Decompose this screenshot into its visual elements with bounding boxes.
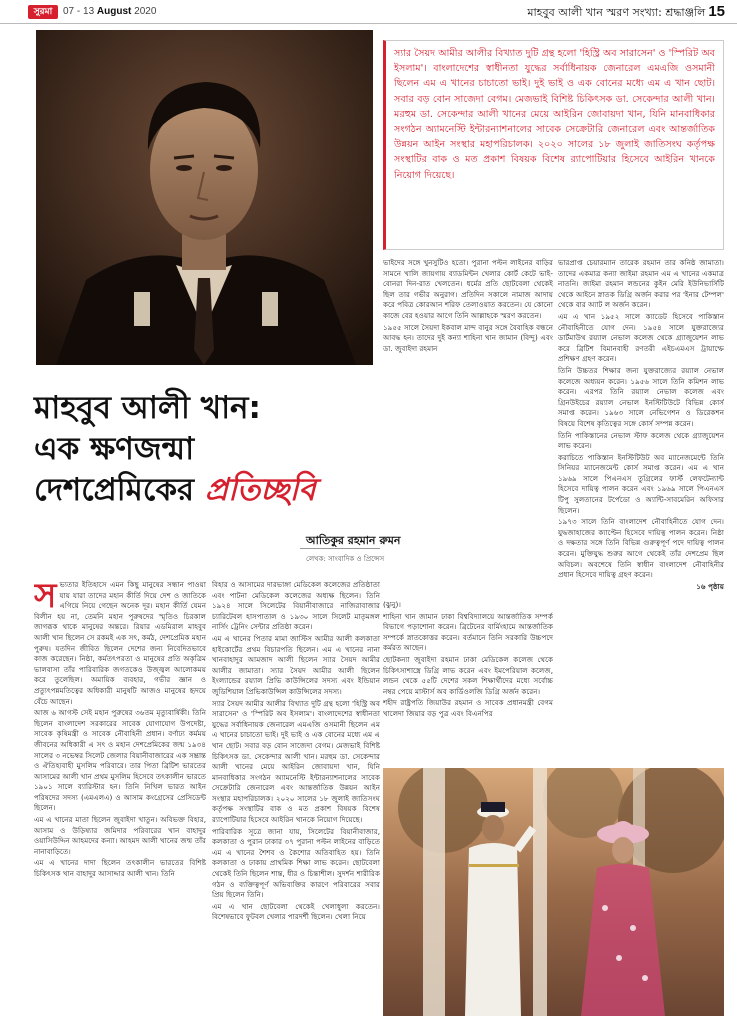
article-column-3-top [383,258,553,588]
paragraph: করাচিতে পাকিস্তান ইনস্টিটিউট অব ম্যানেজমেন্টে তিনি সিনিয়র ম্যানেজমেন্ট কোর্স সমাপ্ত করেন। এম এ খান ১৯৬৯ সালে পিএনএস তুগ্রিলের ফার্স্ট লেফটেন্যান্ট হিসেবে দায়িত্ব পালন করেন এবং ১৯৬৯ সালে পিএনএস টিপু সুলতানের টর্পেডো ও অ্যান্টি-সাবমেরিন অফিসার ছিলেন। [558,452,724,515]
article-column-1 [34,580,206,1016]
headline-accent: প্রতিচ্ছবি [204,472,316,508]
paragraph: এম এ খানের মাতা ছিলেন জুবাইদা খাতুন। অবিভক্ত বিহার, আসাম ও উড়িষ্যার জমিদার পরিবারের খান বাহাদুর ওয়াসিউদ্দিন আহমদের কন্যা। আহমদ আলী খানের জন্ম তাঁর নানাবাড়িতে। [34,815,206,856]
paragraph: ১৯৭৩ সালে তিনি বাংলাদেশ নৌবাহিনীতে যোগ দেন। যুদ্ধজাহাজের ক্যাপ্টেন হিসেবে দায়িত্ব পালন করেন। নিষ্ঠা ও দক্ষতার সঙ্গে তিনি বিভিন্ন গুরুত্বপূর্ণ পদে দায়িত্ব পালন করেন। মুক্তিযুদ্ধ শুরুর আগে থেকেই তাঁর দেশপ্রেম ছিল অবিচল। অবশেষে তিনি স্বাধীন বাংলাদেশ নৌবাহিনীর প্রধান হিসেবে দায়িত্ব গ্রহণ করেন। [558,517,724,580]
paragraph: ভাইদের সঙ্গে খুনসুটিও হতো। পুরানা পল্টন লাইনের বাড়ির সামনে খালি জায়গায় ব্যাডমিন্টন খেলার কোর্ট কেটে ভাই-বোনরা দিন-রাত খেলতেন। ধর্মের প্রতি ছোটবেলা থেকেই ছিল তার গভীর অনুরাগ। প্রতিদিন সকালে নামাজ আদায় করে পবিত্র কোরআন শরিফ তেলাওয়াত করতেন। যে কোনো কাজে বের হওয়ার আগে তিনি আল্লাহকে স্মরণ করতেন। [383,258,553,320]
paragraph: স্যার সৈয়দ আমীর আলীর বিখ্যাত দুটি গ্রন্থ হলো 'হিস্ট্রি অব সারাসেন' ও 'স্পিরিট অব ইসলাম'। বাংলাদেশের স্বাধীনতা যুদ্ধের সর্বাধিনায়ক জেনারেল এমএজি ওসমানী ছিলেন এম এ খানের চাচাতো ভাই। দুই ভাই ও এক বোনের মধ্যে এম এ খান ছোট। সবার বড় বোন সাজেদা বেগম। মেজভাই বিশিষ্ট চিকিৎসক ডা. সেকেন্দার আলী খান। মরহুম ডা. সেকেন্দার আলী খানের মেয়ে আইরিন জোবায়দা খান, যিনি মানবাধিকার সংগঠন অ্যামনেস্টি ইন্টারন্যাশনালের সাবেক সেক্রেটারি জেনারেল এবং আন্তর্জাতিক উন্নয়ন আইন সংস্থার মহাপরিচালক। ২০২০ সালের ১৮ জুলাই জাতিসংঘ কর্তৃপক্ষ সংস্থাটির বাক ও মত প্রকাশ বিষয়ক বিশেষ র‍্যাপোটিয়ার হিসেবে আইরিন খানকে নিয়োগ দিয়েছে। [212,698,380,825]
paragraph: তিনি উচ্চতর শিক্ষার জন্য যুক্তরাজ্যের রয়্যাল নেভাল কলেজে অধ্যয়ন করেন। ১৯৫৬ সালে তিনি কমিশন লাভ করেন। এরপর তিনি রয়্যাল নেভাল কলেজ এবং গ্রিনউইচের রয়্যাল নেভাল ইনস্টিটিউটে বিভিন্ন কোর্স সমাপ্ত করেন। ১৯৬৩ সালে নেভিগেশন ও ডিরেকশন বিষয়ে বিশেষ কৃতিত্বের সঙ্গে কোর্স সম্পন্ন করেন। [558,365,724,428]
page-number: 15 [708,3,725,20]
paragraph: এম এ খান ছোটবেলা থেকেই খেলাধুলা করতেন। বিশেষভাবে ফুটবল খেলার পারদর্শী ছিলেন। খেলা নিয়ে [212,901,380,922]
article-column-2 [212,580,380,1016]
paragraph: তিনি পাকিস্তানের নেভাল স্টাফ কলেজ থেকে গ্র্যাজুয়েশন লাভ করেন। [558,430,724,451]
headline-line-3: দেশপ্রেমিকের প্রতিচ্ছবি [34,472,316,508]
headline [34,388,364,511]
paragraph: বিহার ও আসামের দারভাঙ্গা মেডিকেল কলেজের প্রতিষ্ঠাতা এবং পাটনা মেডিকেল কলেজের অধ্যক্ষ ছিলেন। তিনি ১৯২৪ সালে সিলেটের বিয়ানীবাজারে নাজিরাবাজার চ্যারিটেবল হাসপাতাল ও ১৯৩০ সালে সিলেট মাতৃমঙ্গল নার্সিং ট্রেনিং সেন্টার প্রতিষ্ঠা করেন। [212,580,380,632]
article-column-4 [558,258,724,758]
headline-line-1: মাহবুব আলী খান: [34,390,261,426]
paragraph: ভ্যতার ইতিহাসে এমন কিছু মানুষের সন্ধান পাওয়া যায় যারা তাদের মহান কীর্তি দিয়ে দেশ ও জাতিকে এগিয়ে নিয়ে গেছেন অনেক দূর। মহান কীর্তি যেমন বিলীন হয় না, তেমনি মহান পুরুষদের স্মৃতিও চিরকাল জাগরূক থাকে মানুষের অন্তরে। রিয়ার এডমিরাল মাহবুব আলী খান ছিলেন সে রকমই এক সৎ, কর্মঠ, দেশপ্রেমিক মহান পুরুষ। যতদিন জীবিত ছিলেন দেশের জন্য নিবেদিতভাবে কাজ করেছেন। নিষ্ঠা, কর্মতৎপরতা ও মানুষের প্রতি অকৃত্রিম ভালবাসা তাঁর পারিবারিক জগতকেও উজ্জ্বল আলোকময় করে তুলেছিল। অমায়িক ব্যবহার, গভীর জ্ঞান ও প্রত্যুৎপন্নমতিত্বের অধিকারী মানুষটি আজও মানুষের হৃদয়ে বেঁচে আছেন। [34,580,206,706]
paragraph: পারিবারিক সূত্রে জানা যায়, সিলেটের বিয়ানীবাজার, কলকাতা ও পুরান ঢাকার ৩৭ পুরানা পল্টন লাইনের বাড়িতে এম এ খানের শৈশব ও কৈশোর অতিবাহিত হয়। তিনি কলকাতা ও ঢাকায় প্রাথমিক শিক্ষা লাভ করেন। ছোটবেলা থেকেই তিনি ছিলেন শান্ত, ধীর ও চিন্তাশীল। সুদর্শন শারীরিক গঠন ও ব্যক্তিত্বপূর্ণ অভিব্যক্তির কারণে পরিবারের সবার প্রিয় ছিলেন তিনি। [212,826,380,900]
article-column-3-bottom [383,600,553,760]
paragraph: শাহিনা খান জামান ঢাকা বিশ্ববিদ্যালয়ে আন্তর্জাতিক সম্পর্ক বিভাগে পড়াশোনা করেন। ব্রিটেনের বার্মিংহামে আন্তর্জাতিক সম্পর্কে স্নাতকোত্তর করেন। বর্তমানে তিনি সরকারি উচ্চপদে কর্মরত আছেন। [383,611,553,653]
paragraph: ১৯৫৫ সালে সৈয়দা ইকবাল মান্দ বানুর সঙ্গে বৈবাহিক বন্ধনে আবদ্ধ হন। তাদের দুই কন্যা শাহিনা খান জামান (বিন্দু) এবং ডা. জুবাইদা রহমান [383,322,553,353]
paragraph: (ঝুনু)। [383,600,401,609]
paragraph: এম এ খান ১৯৫২ সালে ক্যাডেট হিসেবে পাকিস্তান নৌবাহিনীতে যোগ দেন। ১৯৫৪ সালে যুক্তরাজ্যের ডার্টমাউথ রয়্যাল নেভাল কলেজ থেকে গ্র্যাজুয়েশন লাভ করে ব্রিটিশ বিমানবাহী রণতরী এইচএমএস ট্রায়াম্ফে প্রশিক্ষণ গ্রহণ করেন। [558,311,724,364]
paragraph: শহীদ রাষ্ট্রপতি জিয়াউর রহমান ও সাবেক প্রধানমন্ত্রী বেগম খালেদা জিয়ার বড় পুত্র এবং বিএনপির [383,698,553,718]
headline-line-2: এক ক্ষণজন্মা [34,431,195,467]
newspaper-logo: সুরমা [28,5,58,19]
page-header [0,0,737,24]
author-role: লেখক: সাংবাদিক ও প্রিন্সেস [306,555,385,563]
portrait-photo [36,30,373,365]
continued-on-page: ১৬ পৃষ্ঠায় [696,581,724,591]
section-title: মাহবুব আলী খান স্মরণ সংখ্যা: শ্রদ্ধাঞ্জলি 15 [527,3,725,20]
intro-text: স্যার সৈয়দ আমীর আলীর বিখ্যাত দুটি গ্রন্থ হলো 'হিস্ট্রি অব সারাসেন' ও 'স্পিরিট অব ইসলাম'। বাংলাদেশের স্বাধীনতা যুদ্ধের সর্বাধিনায়ক জেনারেল এমএজি ওসমানী ছিলেন এম এ খানের চাচাতো ভাই। দুই ভাই ও এক বোনের মধ্যে এম এ খান ছোট। সবার বড় বোন সাজেদা বেগম। মেজভাই বিশিষ্ট চিকিৎসক ডা. সেকেন্দার আলী খান। মরহুম ডা. সেকেন্দার আলী খানের মেয়ে আইরিন জোবায়দা খান, যিনি মানবাধিকার সংগঠন অ্যামনেস্টি ইন্টারন্যাশনালের সাবেক সেক্রেটারি জেনারেল এবং আন্তর্জাতিক উন্নয়ন আইন সংস্থার মহাপরিচালক। ২০২০ সালের ১৮ জুলাই জাতিসংঘ কর্তৃপক্ষ সংস্থাটির বাক ও মত প্রকাশ বিষয়ক বিশেষ র‍্যাপোটিয়ার হিসেবে আইরিন খানকে নিয়োগ দিয়েছে। [394,48,715,181]
drop-cap: স [34,580,57,616]
ceremony-photo [383,768,724,1016]
paragraph: ছোটকন্যা জুবাইদা রহমান ঢাকা মেডিকেল কলেজ থেকে চিকিৎসাশাস্ত্রে ডিগ্রি লাভ করেন এবং ইমপেরিয়াল কলেজ, লন্ডন থেকে ৫৫টি দেশের সকল শিক্ষার্থীদের মধ্যে সর্বোচ্চ নম্বর পেয়ে মাস্টার্স অব কার্ডিওলজি ডিগ্রি অর্জন করেন। [383,654,553,696]
intro-pullquote [383,40,724,250]
paragraph: আজ ৬ আগস্ট সেই মহান পুরুষের ৩৬তম মৃত্যুবার্ষিকী। তিনি ছিলেন বাংলাদেশ সরকারের সাবেক যোগাযোগ উপদেষ্টা, সাবেক কৃষিমন্ত্রী ও সাবেক নৌবাহিনী প্রধান। বর্ণাঢ্য কর্মময় জীবনের অধিকারী এ সৎ ও মহান দেশপ্রেমিকের জন্ম ১৯৩৪ সালের ৩ নভেম্বর সিলেট জেলার বিয়ানীবাজারের এক সম্ভ্রান্ত ও ঐতিহ্যবাহী মুসলিম পরিবারে। তার পিতা ব্রিটিশ ভারতের আসামের আলী খান প্রথম মুসলিম হিসেবে তৎকালীন ভারতে ১৯০১ সালে ব্যারিস্টার হন। তিনি নিখিল ভারত আইন পরিষদের সদস্য (এমএলএ) ও আসাম কংগ্রেসের প্রেসিডেন্ট ছিলেন। [34,708,206,813]
paragraph: এম এ খানের পিতার মামা জাস্টিস আমীর আলী কলকাতা হাইকোর্টের প্রথম বিচারপতি ছিলেন। এম এ খানের নানা খানবাহাদুর আমজাদ আলী ছিলেন স্যার সৈয়দ আমীর আলীর জামাতা। স্যার সৈয়দ আমীর আলী ছিলেন ইংল্যান্ডের রয়্যাল প্রিভি কাউন্সিলের সদস্য এবং ইন্ডিয়ান জুডিশিয়াল প্রিভিকাউন্সিল কাউন্সিলের সদস্য। [212,633,380,696]
paragraph: এম এ খানের দাদা ছিলেন তৎকালীন ভারতের বিশিষ্ট চিকিৎসক খান বাহাদুর আসাদ্দার আলী খান। তিনি [34,858,206,879]
author-name: আতিকুর রহমান রুমন [306,534,401,547]
issue-date: 07 - 13 August 2020 [63,6,157,17]
paragraph: ভারপ্রাপ্ত চেয়ারম্যান তারেক রহমান তার কনিষ্ঠ জামাতা। তাদের একমাত্র কন্যা জাইমা রহমান এম এ খানের একমাত্র নাতনি। জাইমা রহমান লন্ডনের কুইন মেরি ইউনিভার্সিটি থেকে আইনে স্নাতক ডিগ্রি অর্জন করার পর 'ইনার টেম্পল' থেকে বার অ্যাট ল অর্জন করেন। [558,258,724,310]
